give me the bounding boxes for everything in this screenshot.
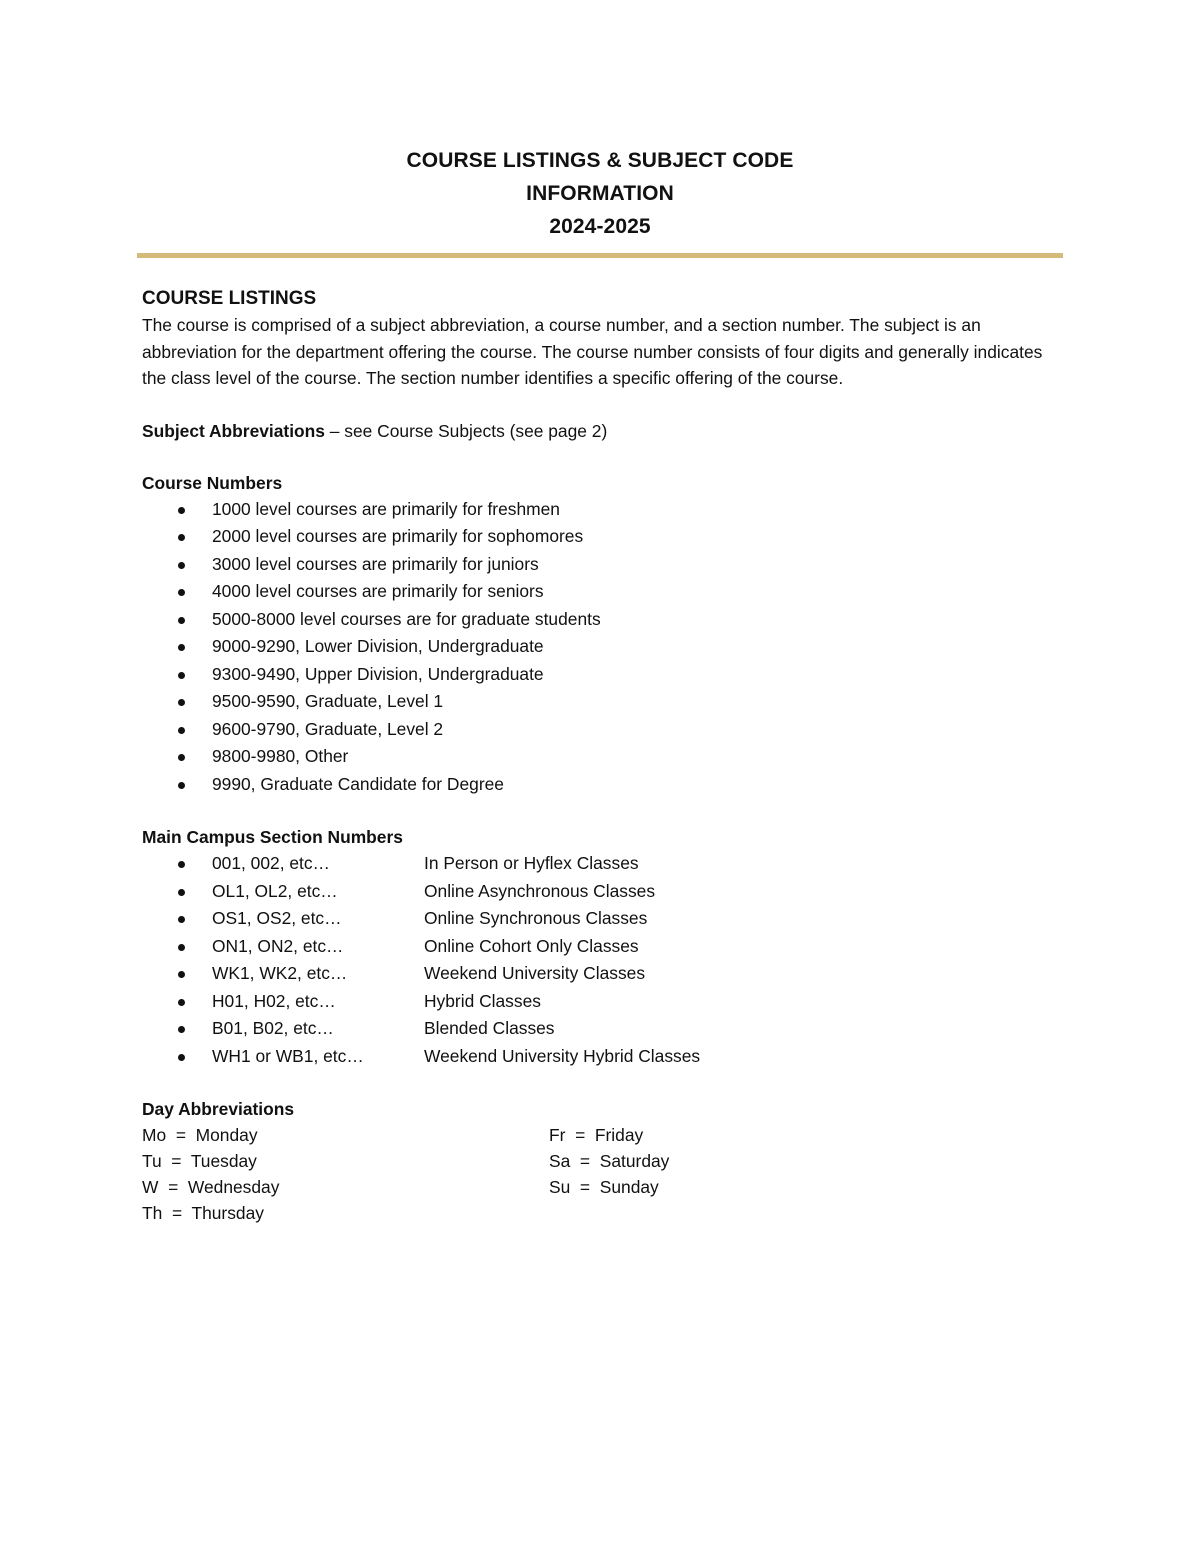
list-item-text: 9000-9290, Lower Division, Undergraduate [212,636,544,656]
list-item [142,1015,1062,1043]
list-item-text: 9600-9790, Graduate, Level 2 [212,718,444,739]
course-numbers-list [142,496,1062,799]
day-row-sunday: Su = Sunday [549,1177,659,1197]
bullet-icon [178,916,185,923]
section-description: Online Asynchronous Classes [424,880,656,901]
bullet-icon [178,727,185,734]
list-item-text: 9500-9590, Graduate, Level 1 [212,691,444,711]
section-code: B01, B02, etc… [212,1018,334,1038]
list-item [142,633,1062,661]
section-description: Online Synchronous Classes [424,908,648,928]
bullet-icon [178,971,185,978]
list-item-text: 3000 level courses are primarily for juniors [212,553,539,574]
day-row-thursday: Th = Thursday [142,1203,264,1223]
list-item-text: 9300-9490, Upper Division, Undergraduate [212,663,544,684]
day-row-wednesday: W = Wednesday [142,1177,280,1197]
day-column-left [142,1122,279,1226]
section-description: Hybrid Classes [424,990,541,1011]
bullet-icon [178,562,185,569]
bullet-icon [178,782,185,789]
list-item-text: 4000 level courses are primarily for seniors [212,581,544,601]
section-code: OS1, OS2, etc… [212,908,342,928]
section-description: Online Cohort Only Classes [424,935,639,956]
list-item-text: 5000-8000 level courses are for graduate students [212,608,601,629]
bullet-icon [178,644,185,651]
title-line-3: 2024-2025 [549,215,651,238]
title-line-2: INFORMATION [526,182,674,205]
list-item [142,878,1062,906]
list-item [142,716,1062,744]
day-row-friday: Fr = Friday [549,1125,644,1145]
section-code: OL1, OL2, etc… [212,880,338,901]
section-code: ON1, ON2, etc… [212,935,344,956]
section-description: Weekend University Hybrid Classes [424,1045,701,1066]
list-item [142,933,1062,961]
subject-abbreviations-label: Subject Abbreviations [142,420,325,441]
bullet-icon [178,589,185,596]
day-column-right [549,1122,669,1200]
bullet-icon [178,699,185,706]
section-code: WK1, WK2, etc… [212,963,348,983]
section-numbers-list [142,850,1062,1070]
bullet-icon [178,1026,185,1033]
day-row-saturday: Sa = Saturday [549,1151,670,1171]
list-item-text: 2000 level courses are primarily for sophomores [212,526,584,546]
gold-divider [137,253,1063,258]
list-item [142,496,1062,524]
bullet-icon [178,889,185,896]
list-item [142,850,1062,878]
list-item [142,988,1062,1016]
list-item [142,551,1062,579]
section-code: WH1 or WB1, etc… [212,1045,364,1066]
bullet-icon [178,754,185,761]
course-listings-heading: COURSE LISTINGS [142,288,317,309]
section-numbers-heading: Main Campus Section Numbers [142,827,403,847]
bullet-icon [178,507,185,514]
subject-abbreviations-line [142,418,1062,444]
section-description: Weekend University Classes [424,963,646,983]
day-row-monday: Mo = Monday [142,1125,258,1145]
course-numbers-heading: Course Numbers [142,472,283,493]
title-line-1: COURSE LISTINGS & SUBJECT CODE [406,149,794,172]
bullet-icon [178,534,185,541]
subject-abbreviations-note: – see Course Subjects (see page 2) [324,420,608,441]
day-row-tuesday: Tu = Tuesday [142,1151,257,1171]
section-code: H01, H02, etc… [212,990,336,1011]
section-code: 001, 002, etc… [212,853,330,873]
list-item-text: 9800-9980, Other [212,746,349,766]
bullet-icon [178,944,185,951]
list-item [142,905,1062,933]
day-abbreviations-heading: Day Abbreviations [142,1099,295,1119]
bullet-icon [178,999,185,1006]
list-item [142,606,1062,634]
list-item-text: 1000 level courses are primarily for freshmen [212,498,560,519]
section-description: In Person or Hyflex Classes [424,853,639,873]
title-block [0,144,1200,243]
course-listings-paragraph: The course is comprised of a subject abbreviation, a course number, and a section number. The subject is an abbreviation for the department offering the course. The course number consists of four digits and generally indicates the class level of the course. The section number identifies a specific offering of the course. [142,315,1043,388]
document-body [142,286,1062,1232]
bullet-icon [178,672,185,679]
day-abbreviations-table [142,1122,1062,1232]
list-item [142,523,1062,551]
list-item [142,743,1062,771]
bullet-icon [178,861,185,868]
list-item-text: 9990, Graduate Candidate for Degree [212,773,504,794]
bullet-icon [178,1054,185,1061]
list-item [142,578,1062,606]
bullet-icon [178,617,185,624]
section-description: Blended Classes [424,1018,555,1038]
list-item [142,1043,1062,1071]
list-item [142,960,1062,988]
list-item [142,688,1062,716]
list-item [142,771,1062,799]
list-item [142,661,1062,689]
